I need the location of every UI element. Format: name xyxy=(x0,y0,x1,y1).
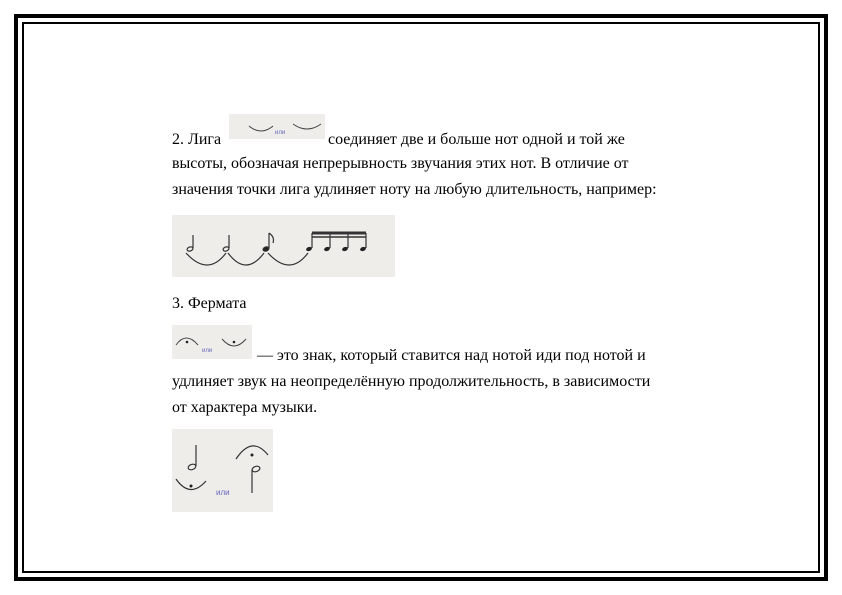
fermata-symbol-label: или xyxy=(202,348,213,354)
tie-example-image xyxy=(172,215,395,277)
section3-line1: — это знак, который ставится над нотой иди под нотой и xyxy=(257,347,646,364)
section3-heading: 3. Фермата xyxy=(172,295,247,312)
tie-symbol-label: или xyxy=(275,130,286,136)
section3-line2: удлиняет звук на неопределённую продолжительность, в зависимости xyxy=(172,373,651,390)
section3-line3: от характера музыки. xyxy=(172,399,318,416)
tie-symbol-image xyxy=(229,114,325,139)
section2-line2: высоты, обозначая непрерывность звучания этих нот. В отличие от xyxy=(172,155,629,172)
section2-line3: значения точки лига удлиняет ноту на любую длительность, например: xyxy=(172,181,657,198)
fermata-symbol-image xyxy=(172,325,252,359)
page-border-inner xyxy=(22,22,820,573)
section2-line1: соединяет две и больше нот одной и той же xyxy=(328,131,625,148)
fermata-example-label: или xyxy=(216,488,230,497)
section2-heading: 2. Лига xyxy=(172,131,222,148)
fermata-example-image xyxy=(172,429,273,512)
